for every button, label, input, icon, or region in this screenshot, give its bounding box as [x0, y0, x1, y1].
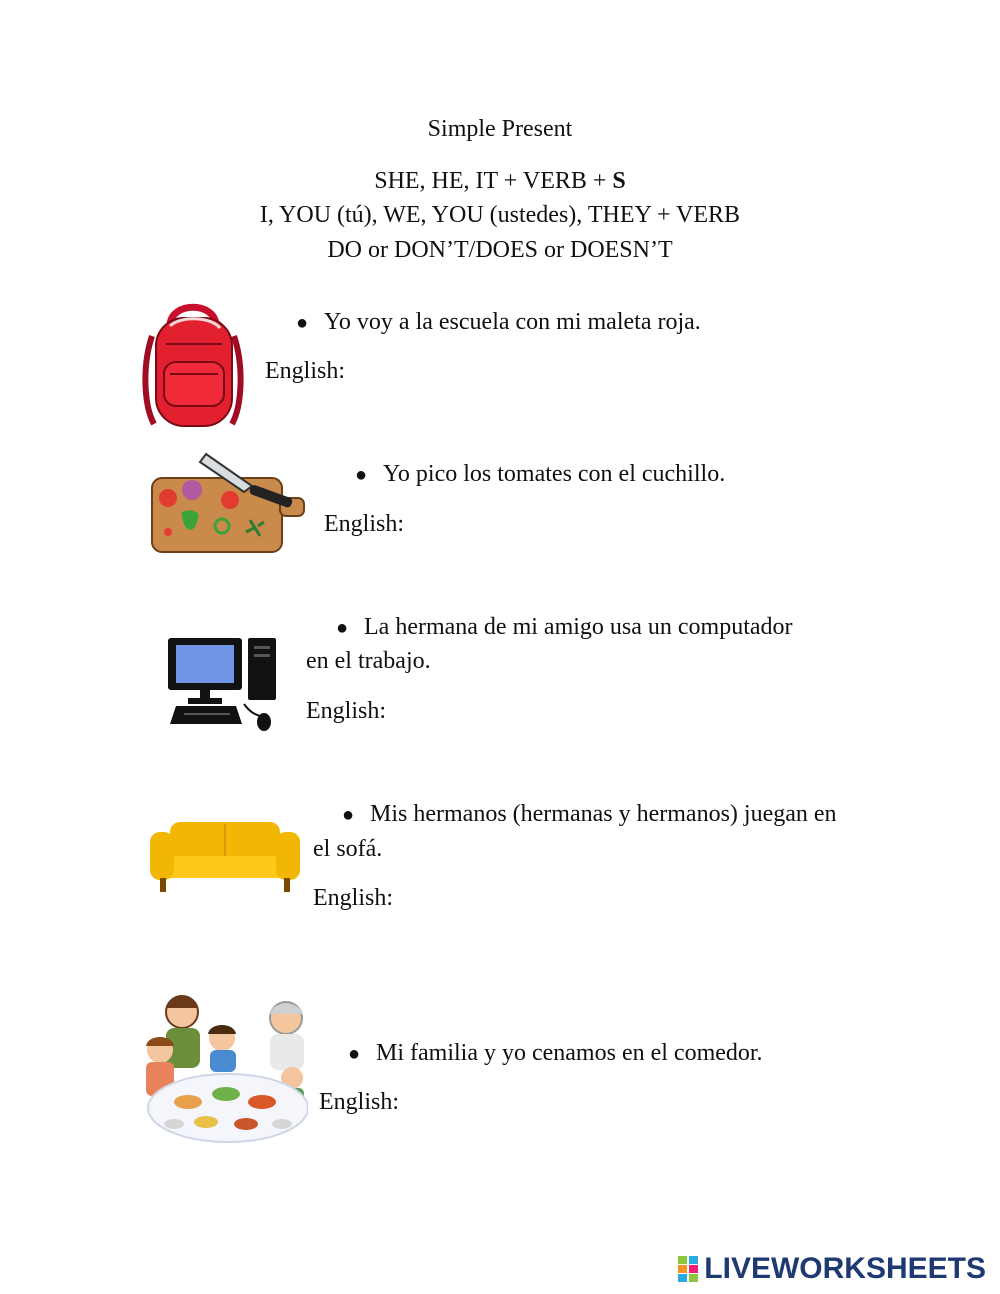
- answer-field-4[interactable]: [409, 883, 853, 914]
- bullet: ●: [348, 1043, 361, 1065]
- sentence-text: Yo voy a la escuela con mi maleta roja.: [324, 309, 701, 335]
- english-label: English:: [265, 358, 346, 384]
- bullet: ●: [336, 617, 349, 639]
- sofa-icon: [148, 818, 302, 898]
- bullet: ●: [355, 464, 368, 486]
- sentence-text: Mi familia y yo cenamos en el comedor.: [376, 1040, 763, 1066]
- answer-field-3[interactable]: [402, 696, 846, 727]
- english-label: English:: [319, 1089, 400, 1115]
- sentence-text: Mis hermanos (hermanas y hermanos) juegan en: [370, 801, 837, 827]
- rule-line-1-text: SHE, HE, IT + VERB +: [374, 168, 613, 194]
- rule-line-1: [0, 168, 1000, 195]
- bullet: ●: [342, 804, 355, 826]
- cutting-board-icon: [140, 448, 310, 564]
- page-title: Simple Present: [427, 116, 573, 142]
- sentence-text: Yo pico los tomates con el cuchillo.: [383, 461, 726, 487]
- list-item: [296, 305, 701, 340]
- bullet: ●: [296, 312, 309, 334]
- sentence-continuation: en el trabajo.: [306, 648, 431, 674]
- backpack-icon: [140, 296, 246, 432]
- brand-name: LIVEWORKSHEETS: [704, 1252, 986, 1285]
- english-label: English:: [306, 698, 387, 724]
- list-item: [342, 797, 837, 832]
- english-label: English:: [324, 511, 405, 537]
- rule-line-2: I, YOU (tú), WE, YOU (ustedes), THEY + VERB: [259, 202, 741, 228]
- list-item: [336, 610, 793, 645]
- rule-line-1-bold: S: [612, 168, 626, 194]
- english-label: English:: [313, 885, 394, 911]
- list-item: [348, 1036, 763, 1071]
- sentence-text: La hermana de mi amigo usa un computador: [364, 614, 793, 640]
- answer-field-1[interactable]: [362, 356, 806, 387]
- computer-icon: [164, 634, 282, 732]
- sentence-continuation: el sofá.: [313, 836, 383, 862]
- family-dinner-icon: [142, 990, 308, 1148]
- answer-field-2[interactable]: [420, 509, 864, 540]
- rule-line-3: DO or DON’T/DOES or DOESN’T: [327, 237, 673, 263]
- liveworksheets-logo: [678, 1252, 986, 1286]
- list-item: [355, 457, 725, 492]
- liveworksheets-logo-icon: [678, 1256, 700, 1282]
- answer-field-5[interactable]: [415, 1087, 859, 1118]
